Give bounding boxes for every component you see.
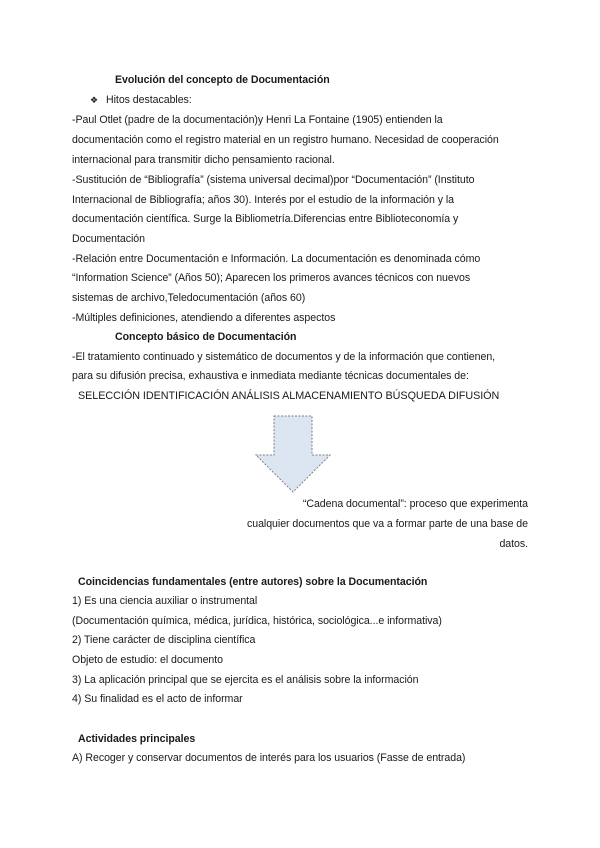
- bullet-item: [72, 93, 192, 107]
- caption-line: “Cadena documental”: proceso que experimenta: [302, 498, 528, 510]
- paragraph-line: para su difusión precisa, exhaustiva e inmediata mediante técnicas documentales de:: [72, 370, 469, 382]
- caption-line: datos.: [499, 538, 528, 550]
- list-item: (Documentación química, médica, jurídica, histórica, sociológica...e informativa): [72, 615, 442, 627]
- paragraph-line: internacional para transmitir dicho pensamiento racional.: [72, 154, 335, 166]
- paragraph-line: -Paul Otlet (padre de la documentación)y Henri La Fontaine (1905) entienden la: [72, 114, 443, 126]
- list-item: 4) Su finalidad es el acto de informar: [72, 693, 243, 705]
- paragraph-line: -Relación entre Documentación e Información. La documentación es denominada cómo: [72, 253, 481, 265]
- paragraph-line: documentación científica. Surge la Bibliometría.Diferencias entre Biblioteconomía y: [72, 213, 459, 225]
- list-item: 2) Tiene carácter de disciplina científica: [72, 634, 256, 646]
- paragraph-line: -Múltiples definiciones, atendiendo a diferentes aspectos: [72, 312, 336, 324]
- list-item: A) Recoger y conservar documentos de interés para los usuarios (Fasse de entrada): [72, 752, 466, 764]
- bullet-text: Hitos destacables:: [106, 94, 192, 106]
- section-title-coincidencias: Coincidencias fundamentales (entre autores) sobre la Documentación: [78, 576, 428, 588]
- process-steps: SELECCIÓN IDENTIFICACIÓN ANÁLISIS ALMACENAMIENTO BÚSQUEDA DIFUSIÓN: [78, 390, 500, 402]
- paragraph-line: documentación como el registro material en un registro humano. Necesidad de cooperación: [72, 134, 499, 146]
- paragraph-line: sistemas de archivo,Teledocumentación (años 60): [72, 292, 306, 304]
- paragraph-line: Internacional de Bibliografía; años 30). Interés por el estudio de la información y la: [72, 194, 455, 206]
- paragraph-line: “Information Science” (Años 50); Aparecen los primeros avances técnicos con nuevos: [72, 272, 471, 284]
- paragraph-line: Documentación: [72, 233, 145, 245]
- list-item: 1) Es una ciencia auxiliar o instrumental: [72, 595, 258, 607]
- down-arrow-icon: [255, 415, 331, 493]
- paragraph-line: -El tratamiento continuado y sistemático de documentos y de la información que contienen,: [72, 351, 496, 363]
- diamond-bullet-icon: ❖: [90, 95, 99, 105]
- caption-line: cualquier documentos que va a formar parte de una base de: [246, 518, 528, 530]
- list-item: Objeto de estudio: el documento: [72, 654, 223, 666]
- section-title-actividades: Actividades principales: [78, 733, 196, 745]
- list-item: 3) La aplicación principal que se ejercita es el análisis sobre la información: [72, 674, 419, 686]
- paragraph-line: -Sustitución de “Bibliografía” (sistema universal decimal)por “Documentación” (Instituto: [72, 174, 475, 186]
- section-title-evolucion: Evolución del concepto de Documentación: [115, 74, 330, 86]
- section-title-concepto: Concepto básico de Documentación: [115, 331, 297, 343]
